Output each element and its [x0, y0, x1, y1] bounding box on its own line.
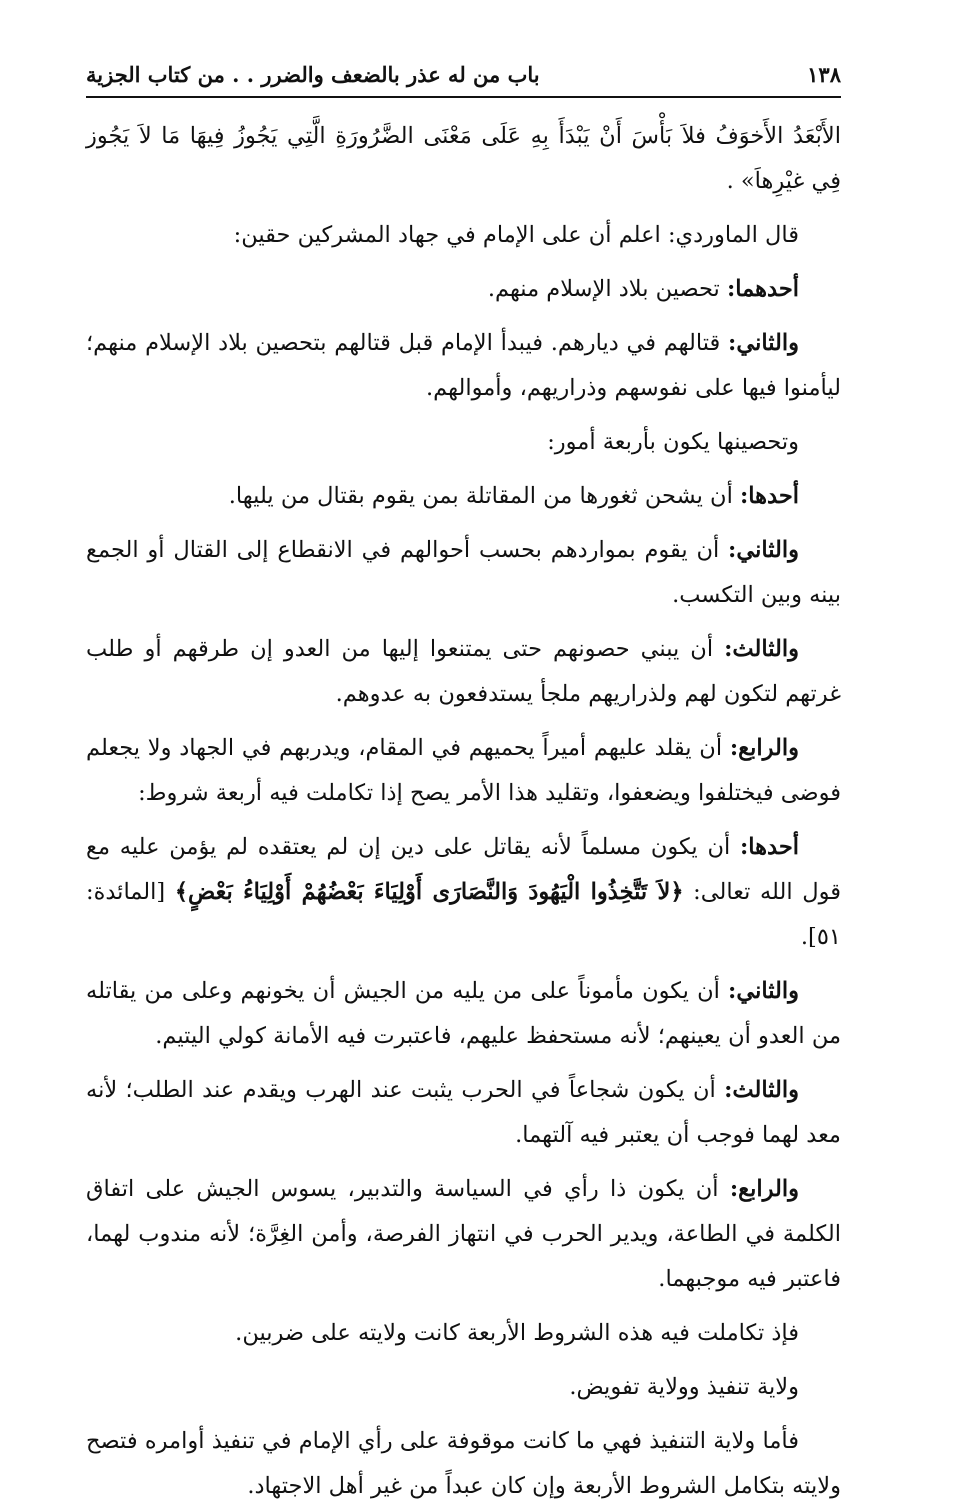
paragraph [86, 726, 841, 816]
header-rule [86, 96, 841, 98]
paragraph-lead: والرابع: [729, 735, 799, 761]
paragraph [86, 213, 841, 258]
paragraph-text: فإذ تكاملت فيه هذه الشروط الأربعة كانت ولايته على ضربين. [235, 1320, 799, 1346]
paragraph-lead: أحدها: [740, 483, 799, 509]
paragraph [86, 1311, 841, 1356]
paragraph-text: أن يشحن ثغورها من المقاتلة بمن يقوم بقتال من يليها. [228, 483, 740, 509]
running-header [86, 62, 841, 96]
page-body [86, 114, 841, 1509]
paragraph [86, 474, 841, 519]
paragraph [86, 528, 841, 618]
paragraph-lead: والرابع: [729, 1176, 799, 1202]
paragraph [86, 1365, 841, 1410]
paragraph-lead: والثاني: [728, 330, 799, 356]
paragraph-text: وتحصينها يكون بأربعة أمور: [547, 429, 799, 455]
paragraph-text: قتالهم في ديارهم. فيبدأ الإمام قبل قتالهم بتحصين بلاد الإسلام منهم؛ ليأمنوا فيها على نفوسهم وذراريهم، وأموالهم. [86, 330, 841, 401]
paragraph-text: أن يكون شجاعاً في الحرب يثبت عند الهرب ويقدم عند الطلب؛ لأنه معد لهما فوجب أن يعتبر فيه آلتهما. [86, 1077, 841, 1148]
paragraph [86, 267, 841, 312]
paragraph [86, 321, 841, 411]
paragraph-lead: والثاني: [728, 537, 799, 563]
quran-verse: ﴿لاَ تَتَّخِذُوا الْيَهُودَ وَالنَّصَارَى أَوْلِيَاءَ بَعْضُهُمْ أَوْلِيَاءُ بَعْضٍ﴾ [174, 879, 684, 905]
paragraph-text: أن يقوم بمواردهم بحسب أحوالهم في الانقطاع إلى القتال أو الجمع بينه وبين التكسب. [86, 537, 841, 608]
paragraph [86, 627, 841, 717]
paragraph-lead: والثالث: [724, 1077, 799, 1103]
paragraph-lead: أحدها: [740, 834, 799, 860]
paragraph-text: فأما ولاية التنفيذ فهي ما كانت موقوفة على رأي الإمام في تنفيذ أوامره فتصح ولايته بتكامل الشروط الأربعة وإن كان عبداً من غير أهل الاجتهاد. [86, 1428, 841, 1499]
paragraph-text: ولاية تنفيذ وولاية تفويض. [569, 1374, 799, 1400]
paragraph-text: أن يكون مسلماً لأنه يقاتل على دين إن لم يعتقده لم يؤمن عليه مع قول الله تعالى: [86, 834, 842, 905]
paragraph-text: قال الماوردي: اعلم أن على الإمام في جهاد المشركين حقين: [233, 222, 799, 248]
paragraph-text: تحصين بلاد الإسلام منهم. [487, 276, 727, 302]
paragraph [86, 825, 841, 960]
paragraph [86, 1167, 841, 1302]
paragraph-lead: والثالث: [724, 636, 799, 662]
paragraph [86, 114, 841, 204]
paragraph-lead: والثاني: [728, 978, 799, 1004]
verse-reference: [المائدة: ٥١]. [86, 879, 841, 950]
paragraph [86, 1419, 841, 1509]
paragraph-text: أن يبني حصونهم حتى يمتنعوا إليها من العدو إن طرقهم أو طلب غرتهم لتكون لهم ولذراريهم ملجأ يستدفعون به عدوهم. [86, 636, 841, 707]
page-number: ١٣٨ [807, 62, 841, 87]
paragraph [86, 1068, 841, 1158]
paragraph-text: أن يكون مأموناً على من يليه من الجيش أن يخونهم وعلى من يقاتله من العدو أن يعينهم؛ لأنه مستحفظ عليهم، فاعتبرت فيه الأمانة كولي اليتيم. [86, 978, 841, 1049]
paragraph [86, 420, 841, 465]
header-title: باب من له عذر بالضعف والضرر . . من كتاب الجزية [86, 62, 540, 87]
paragraph [86, 969, 841, 1059]
paragraph-lead: أحدهما: [726, 276, 799, 302]
paragraph-text: الأَبْعَدُ الأَخوَفُ فلاَ بَأْسَ أَنْ يَبْدَأَ بِهِ عَلَى مَعْنَى الضَّرُورَةِ الَّتِي يَجُوزُ فِيهَا مَا لاَ يَجُوز فِي غيْرِهاَ» . [86, 123, 841, 194]
paragraph-text: أن يقلد عليهم أميراً يحميهم في المقام، ويدربهم في الجهاد ولا يجعلم فوضى فيختلفوا ويضعفوا، وتقليد هذا الأمر يصح إذا تكاملت فيه أربعة شروط: [86, 735, 841, 806]
paragraph-text: أن يكون ذا رأي في السياسة والتدبير، يسوس الجيش على اتفاق الكلمة في الطاعة، ويدير الحرب في انتهاز الفرصة، وأمن الغِرَّة؛ لأنه مندوب لهما، فاعتبر فيه موجبهما. [86, 1176, 841, 1292]
